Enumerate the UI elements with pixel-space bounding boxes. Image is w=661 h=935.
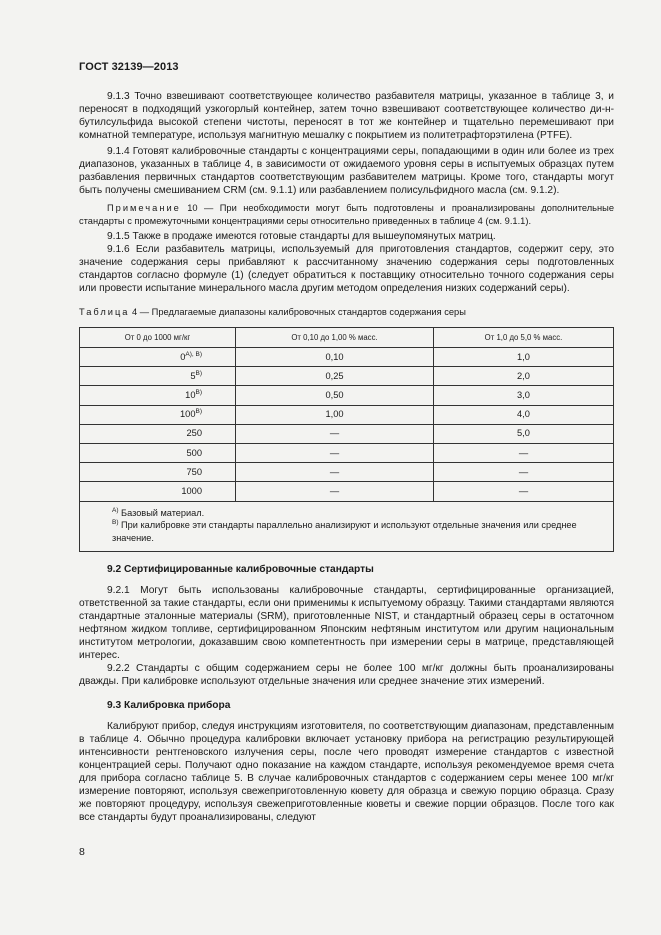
table-cell: $100^{В)}$ xyxy=(80,405,236,424)
table-footnotes-row xyxy=(80,501,614,552)
table-cell: — xyxy=(236,482,434,501)
paragraph-9-2-1: 9.2.1 Могут быть использованы калибровочные стандарты, сертифицированные организацией, ответственной за такие стандарты, если они применимы к испытуемому образцу. Такими стандартами являются стандартные эталонные материалы (SRM), приготовленные NIST, и стандартный образец серы в остаточном нефтяном жидком топливе, сертифицированном Японским нефтяным институтом или другим национальным институтом метрологии, доказавшим свою компетентность при измерении серы в матрице, представляющей интерес. xyxy=(79,585,614,661)
note-10 xyxy=(79,202,614,227)
table-row xyxy=(80,443,614,462)
paragraph-9-1-6: 9.1.6 Если разбавитель матрицы, используемый для приготовления стандартов, содержит серу, это значение содержания серы прибавляют к рассчитанному значению содержания серы подготовленных стандартов согласно формуле (1) (следует обратиться к поставщику относительно точного содержания серы или провести испытание минерального масла другим методом определения низких содержаний серы). xyxy=(79,244,614,294)
table-header-cell: От 0 до 1000 мг/кг xyxy=(80,328,236,348)
table-cell: — xyxy=(433,463,613,482)
table-cell: — xyxy=(236,463,434,482)
document-header: ГОСТ 32139—2013 xyxy=(79,61,179,73)
table-cell: 0,50 xyxy=(236,386,434,405)
table-cell: $10^{В)}$ xyxy=(80,386,236,405)
table-cell: — xyxy=(236,443,434,462)
footnote-a: $^{А)}$ Базовый материал. xyxy=(112,506,205,518)
calibration-ranges-table xyxy=(79,327,614,552)
table-caption xyxy=(79,306,614,319)
note-label: Примечание xyxy=(107,203,181,213)
table-footnotes xyxy=(80,501,614,552)
paragraph-9-1-3: 9.1.3 Точно взвешивают соответствующее количество разбавителя матрицы, указанное в таблице 3, и переносят в подходящий узкогорлый контейнер, затем точно взвешивают соответствующее количество ди-н-бутилсульфида высокой степени чистоты, переносят в тот же контейнер и тщательно перемешивают при комнатной температуре, используя магнитную мешалку с покрытием из политетрафторэтилена (PTFE). xyxy=(79,91,614,141)
table-row xyxy=(80,367,614,386)
section-9-2-heading: 9.2 Сертифицированные калибровочные стандарты xyxy=(107,564,374,575)
table-cell: 500 xyxy=(80,443,236,462)
table-cell: 750 xyxy=(80,463,236,482)
paragraph-9-3-1: Калибруют прибор, следуя инструкциям изготовителя, по соответствующим диапазонам, представленным в таблице 4. Обычно процедура калибровки включает установку прибора на регистрацию результирующей интенсивности рентгеновского излучения серы, после чего проводят измерение стандартов с известной концентрацией серы. Получают одно показание на каждом стандарте, используя рекомендуемое время счета для прибора согласно таблице 5. В случае калибровочных стандартов с содержанием серы менее 100 мг/кг измерение повторяют, используя свежеприготовленную кювету для образца и свежую порцию образца. Сразу же повторяют процедуру, используя свежеприготовленные кюветы и свежие порции образцов. После того как все стандарты будут проанализированы, следуют xyxy=(79,721,614,823)
table-cell: 1,00 xyxy=(236,405,434,424)
table-cell: 1000 xyxy=(80,482,236,501)
table-row xyxy=(80,482,614,501)
page-number: 8 xyxy=(79,846,85,858)
table-header-cell: От 1,0 до 5,0 % масс. xyxy=(433,328,613,348)
table-cell: 3,0 xyxy=(433,386,613,405)
table-caption-label: Таблица xyxy=(79,307,130,317)
table-caption-text: 4 — Предлагаемые диапазоны калибровочных стандартов содержания серы xyxy=(129,307,466,317)
table-row xyxy=(80,405,614,424)
table-header-row xyxy=(80,328,614,348)
table-cell: 5,0 xyxy=(433,424,613,443)
table-cell: 0,25 xyxy=(236,367,434,386)
table-row xyxy=(80,386,614,405)
table-cell: 0,10 xyxy=(236,348,434,367)
table-row xyxy=(80,424,614,443)
table-cell: 1,0 xyxy=(433,348,613,367)
page-content xyxy=(79,90,614,824)
table-cell: 2,0 xyxy=(433,367,613,386)
note-text: 10 — При необходимости могут быть подготовлены и проанализированы дополнительные стандарты с промежуточными концентрациями серы относительно приведенных в таблице 4 (см. 9.1.1). xyxy=(79,203,614,226)
table-cell: $0^{А), В)}$ xyxy=(80,348,236,367)
table-row xyxy=(80,463,614,482)
footnote-ref: В) xyxy=(195,369,203,377)
paragraph-9-2-2: 9.2.2 Стандарты с общим содержанием серы не более 100 мг/кг должны быть проанализированы дважды. При калибровке используют отдельные значения или среднее значение этих измерений. xyxy=(79,663,614,687)
table-header-cell: От 0,10 до 1,00 % масс. xyxy=(236,328,434,348)
footnote-ref: В) xyxy=(195,408,203,416)
table-cell: 250 xyxy=(80,424,236,443)
table-cell: 4,0 xyxy=(433,405,613,424)
footnote-ref: А), В) xyxy=(185,350,203,358)
table-cell: — xyxy=(433,443,613,462)
table-cell: $5^{В)}$ xyxy=(80,367,236,386)
paragraph-9-1-5: 9.1.5 Также в продаже имеются готовые стандарты для вышеупомянутых матриц. xyxy=(107,231,496,242)
paragraph-9-1-4: 9.1.4 Готовят калибровочные стандарты с концентрациями серы, попадающими в один или более из трех диапазонов, указанных в таблице 4, в зависимости от ожидаемого уровня серы в испытуемых образцах путем разбавления первичных стандартов соответствующим разбавителем матрицы. Кроме того, стандарты могут быть получены смешиванием CRM (см. 9.1.1) или разбавлением полисульфидного масла (см. 9.1.2). xyxy=(79,146,614,196)
footnote-b: $^{В)}$ При калибровке эти стандарты параллельно анализируют и используют отдельные значения или среднее значение. xyxy=(112,519,577,543)
footnote-ref: В) xyxy=(195,388,203,396)
table-row xyxy=(80,348,614,367)
table-cell: — xyxy=(433,482,613,501)
section-9-3-heading: 9.3 Калибровка прибора xyxy=(107,700,231,711)
table-cell: — xyxy=(236,424,434,443)
